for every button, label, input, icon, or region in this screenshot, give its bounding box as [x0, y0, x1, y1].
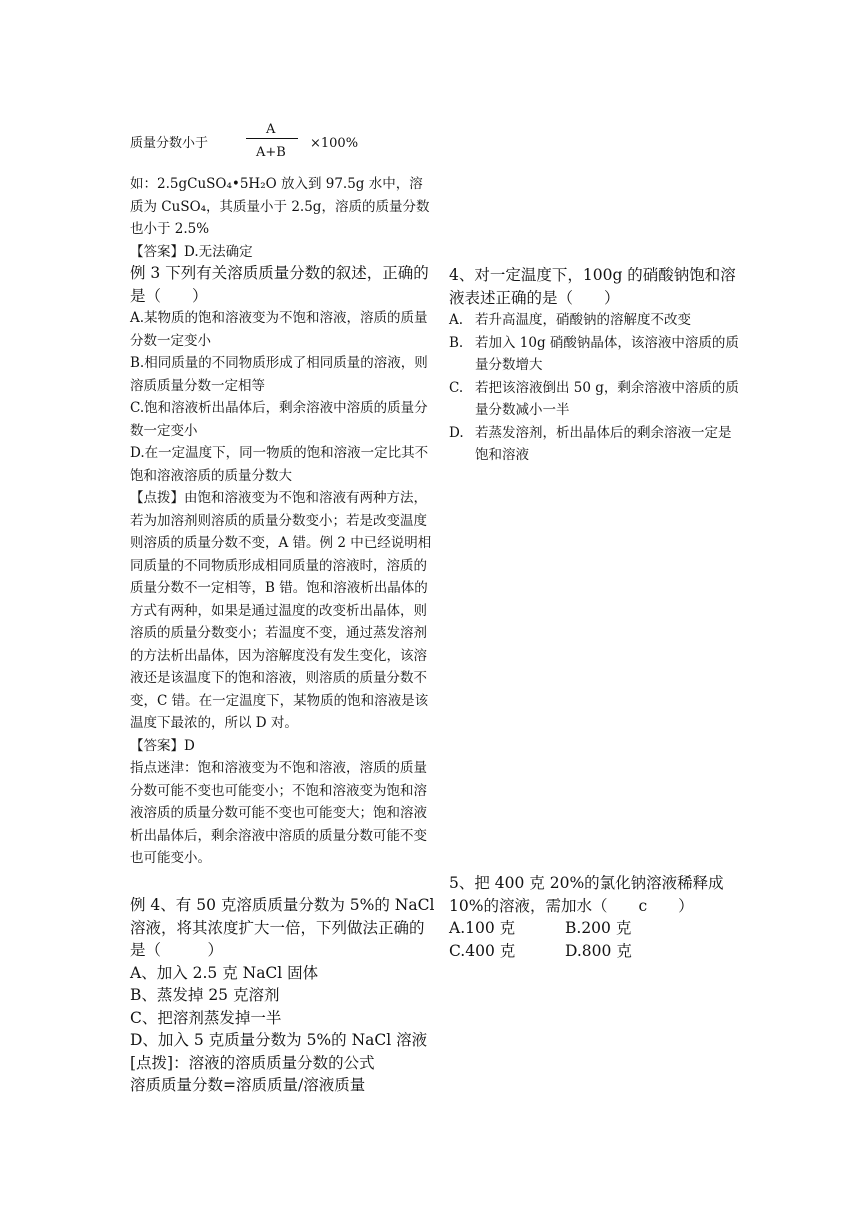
- left-column-top: [130, 173, 435, 263]
- fraction-bar: [246, 138, 298, 139]
- example-4-stem: 例 4、有 50 克溶质质量分数为 5%的 NaCl 溶液，将其浓度扩大一倍，下列做法正确的是（ ）: [130, 896, 435, 959]
- example-3-option-a: A.某物质的饱和溶液变为不饱和溶液，溶质的质量分数一定变小: [130, 310, 428, 349]
- fraction-prefix: 质量分数小于: [130, 136, 209, 151]
- answer-1: 【答案】D.无法确定: [130, 243, 253, 260]
- example-4-hint: [点拨]：溶液的溶质质量分数的公式: [130, 1053, 375, 1072]
- example-3-option-c: C.饱和溶液析出晶体后，剩余溶液中溶质的质量分数一定变小: [130, 400, 428, 439]
- tips: 指点迷津：饱和溶液变为不饱和溶液，溶质的质量分数可能不变也可能变小；不饱和溶液变为饱和溶液溶质的质量分数可能不变也可能变大；饱和溶液析出晶体后，剩余溶液中溶质的质量分数可能不变也可能变小。: [130, 760, 427, 866]
- question-4-option-b: [449, 332, 739, 377]
- question-5-options-row-1: [449, 917, 739, 940]
- fraction-denominator: A+B: [256, 145, 286, 160]
- example-3-option-b: B.相同质量的不同物质形成了相同质量的溶液，则溶质质量分数一定相等: [130, 355, 428, 394]
- question-5-option-c: C.400 克: [449, 941, 516, 960]
- example-4-option-c: C、把溶剂蒸发掉一半: [130, 1008, 282, 1027]
- question-5-option-b: B.200 克: [565, 919, 632, 937]
- question-4-option-d: [449, 422, 739, 467]
- example-4-option-d: D、加入 5 克质量分数为 5%的 NaCl 溶液: [130, 1031, 428, 1049]
- question-5-stem: 5、把 400 克 20%的氯化钠溶液稀释成 10%的溶液，需加水（ c ）: [449, 874, 724, 915]
- answer-2: 【答案】D: [130, 737, 195, 754]
- example-4-option-b: B、蒸发掉 25 克溶剂: [130, 986, 280, 1004]
- option-label: A.: [449, 312, 464, 328]
- left-column-main: [130, 262, 435, 870]
- fraction-suffix: ×100%: [310, 136, 359, 151]
- question-4-stem: 4、对一定温度下，100g 的硝酸钠饱和溶液表述正确的是（ ）: [449, 266, 736, 307]
- option-label: C.: [449, 379, 464, 396]
- question-5: [449, 872, 739, 962]
- option-label: D.: [449, 424, 464, 441]
- option-text: 若升高温度，硝酸钠的溶解度不改变: [475, 312, 691, 328]
- question-4: [449, 264, 739, 467]
- example-3-stem: 例 3 下列有关溶质质量分数的叙述，正确的是（ ）: [130, 264, 429, 305]
- example-3-option-d: D.在一定温度下，同一物质的饱和溶液一定比其不饱和溶液溶质的质量分数大: [130, 445, 429, 484]
- example-4-formula: 溶质质量分数=溶质质量/溶液质量: [130, 1076, 366, 1094]
- example-4-option-a: A、加入 2.5 克 NaCl 固体: [130, 963, 319, 982]
- option-text: 若加入 10g 硝酸钠晶体，该溶液中溶质的质量分数增大: [475, 334, 739, 373]
- example-4: [130, 894, 435, 1097]
- option-text: 若把该溶液倒出 50 g，剩余溶液中溶质的质量分数减小一半: [475, 379, 739, 418]
- question-4-option-a: [449, 309, 739, 332]
- example-text: 如：2.5gCuSO₄•5H₂O 放入到 97.5g 水中，溶质为 CuSO₄，其质量小于 2.5g，溶质的质量分数也小于 2.5%: [130, 176, 430, 237]
- question-5-option-a: A.100 克: [449, 919, 516, 937]
- option-label: B.: [449, 334, 464, 351]
- example-3-hint: 【点拨】由饱和溶液变为不饱和溶液有两种方法，若为加溶剂则溶质的质量分数变小；若是改变温度则溶质的质量分数不变，A 错。例 2 中已经说明相同质量的不同物质形成相同质量的溶液时，溶质的质量分数不一定相等，B 错。饱和溶液析出晶体的方式有两种，如果是通过温度的改变析出晶体，则溶质的质量分数变小；若温度不变，通过蒸发溶剂的方法析出晶体，因为溶解度没有发生变化，该溶液还是该温度下的饱和溶液，则溶质的质量分数不变，C 错。在一定温度下，某物质的饱和溶液是该温度下最浓的，所以 D 对。: [130, 490, 432, 731]
- question-4-option-c: [449, 377, 739, 422]
- question-5-option-d: D.800 克: [565, 941, 632, 960]
- option-text: 若蒸发溶剂，析出晶体后的剩余溶液一定是饱和溶液: [475, 424, 732, 463]
- fraction-numerator: A: [266, 122, 276, 137]
- question-5-options-row-2: [449, 940, 739, 963]
